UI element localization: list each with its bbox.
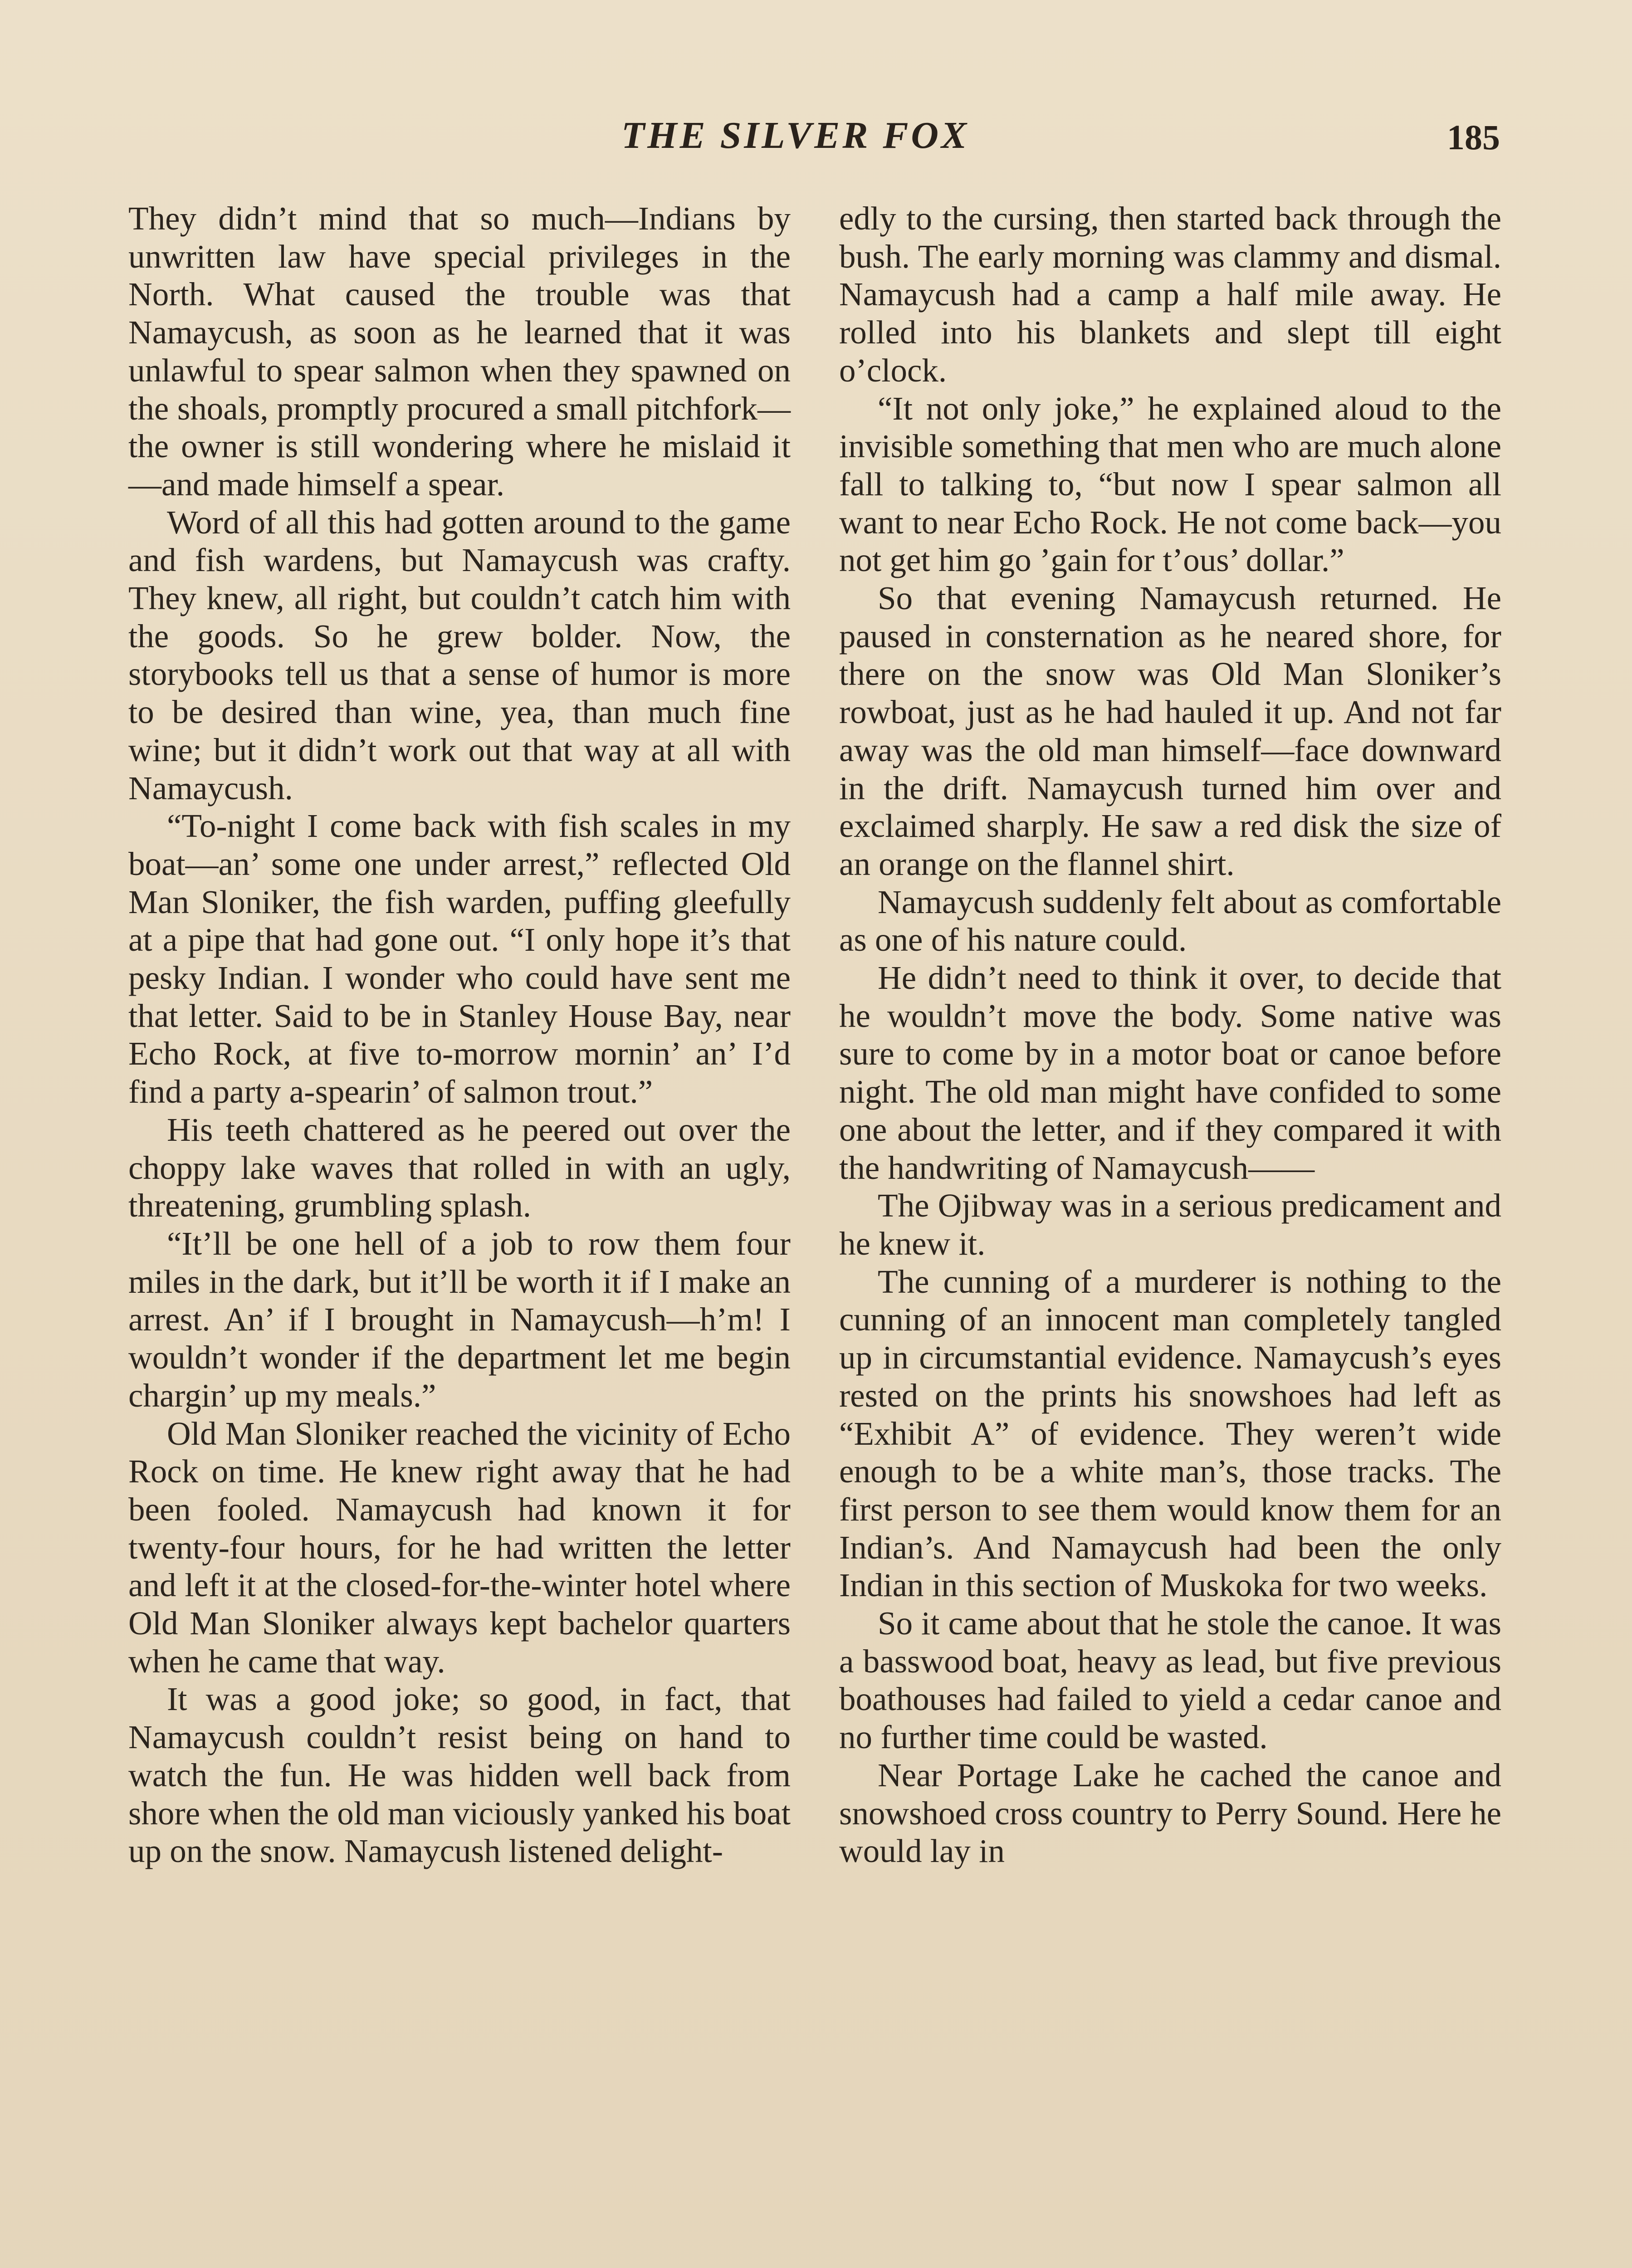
- paragraph: So that evening Namaycush returned. He paused in consternation as he neared shore, for there on the snow was Old Man Sloniker’s rowboat, just as he had hauled it up. And not far away was the old man himself—face downward in the drift. Namaycush turned him over and exclaimed sharply. He saw a red disk the size of an orange on the flannel shirt.: [839, 580, 1501, 882]
- paragraph: His teeth chattered as he peered out over the choppy lake waves that rolled in with an ugly, threatening, grumbling splash.: [128, 1111, 791, 1224]
- paragraph: Near Portage Lake he cached the canoe and snowshoed cross country to Perry Sound. Here he would lay in: [839, 1756, 1501, 1870]
- paragraph: Word of all this had gotten around to the game and fish wardens, but Namaycush was crafty. They knew, all right, but couldn’t catch him with the goods. So he grew bolder. Now, the storybooks tell us that a sense of humor is more to be desired than wine, yea, than much fine wine; but it didn’t work out that way at all with Namaycush.: [128, 503, 791, 807]
- paragraph: Namaycush suddenly felt about as comfortable as one of his nature could.: [839, 883, 1501, 958]
- paragraph: The cunning of a murderer is nothing to the cunning of an innocent man completely tangled up in circumstantial evidence. Namaycush’s eyes rested on the prints his snowshoes had left as “Exhibit A” of evidence. They weren’t wide enough to be a white man’s, those tracks. The first person to see them would know them for an Indian’s. And Namaycush had been the only Indian in this section of Muskoka for two weeks.: [839, 1263, 1501, 1604]
- paragraph: “It’ll be one hell of a job to row them four miles in the dark, but it’ll be worth it if I make an arrest. An’ if I brought in Namaycush—h’m! I wouldn’t wonder if the department let me begin chargin’ up my meals.”: [128, 1225, 791, 1414]
- paragraph: He didn’t need to think it over, to decide that he wouldn’t move the body. Some native was sure to come by in a motor boat or canoe before night. The old man might have confided to some one about the letter, and if they compared it with the handwriting of Namaycush——: [839, 959, 1501, 1186]
- left-text-column: [128, 200, 791, 1870]
- running-head-title: THE SILVER FOX: [621, 114, 970, 156]
- paragraph: “To-night I come back with fish scales in my boat—an’ some one under arrest,” reflected Old Man Sloniker, the fish warden, puffing gleefully at a pipe that had gone out. “I only hope it’s that pesky Indian. I wonder who could have sent me that letter. Said to be in Stanley House Bay, near Echo Rock, at five to-morrow mornin’ an’ I’d find a party a-spearin’ of salmon trout.”: [128, 807, 791, 1110]
- paragraph: Old Man Sloniker reached the vicinity of Echo Rock on time. He knew right away that he had been fooled. Namaycush had known it for twenty-four hours, for he had written the letter and left it at the closed-for-the-winter hotel where Old Man Sloniker always kept bachelor quarters when he came that way.: [128, 1415, 791, 1680]
- right-text-column: [839, 200, 1501, 1870]
- paragraph: The Ojibway was in a serious predicament and he knew it.: [839, 1187, 1501, 1262]
- paragraph: It was a good joke; so good, in fact, that Namaycush couldn’t resist being on hand to watch the fun. He was hidden well back from shore when the old man viciously yanked his boat up on the snow. Namaycush listened delight-: [128, 1681, 791, 1870]
- paragraph: edly to the cursing, then started back through the bush. The early morning was clammy and dismal. Namaycush had a camp a half mile away. He rolled into his blankets and slept till eight o’clock.: [839, 200, 1501, 389]
- paragraph: “It not only joke,” he explained aloud to the invisible something that men who are much alone fall to talking to, “but now I spear salmon all want to near Echo Rock. He not come back—you not get him go ’gain for t’ous’ dollar.”: [839, 390, 1501, 579]
- paragraph: They didn’t mind that so much—Indians by unwritten law have special privileges in the North. What caused the trouble was that Namaycush, as soon as he learned that it was unlawful to spear salmon when they spawned on the shoals, promptly procured a small pitchfork—the owner is still wondering where he mislaid it—and made himself a spear.: [128, 200, 791, 503]
- paragraph: So it came about that he stole the canoe. It was a basswood boat, heavy as lead, but five previous boathouses had failed to yield a cedar canoe and no further time could be wasted.: [839, 1605, 1501, 1756]
- page-number: 185: [1447, 117, 1500, 157]
